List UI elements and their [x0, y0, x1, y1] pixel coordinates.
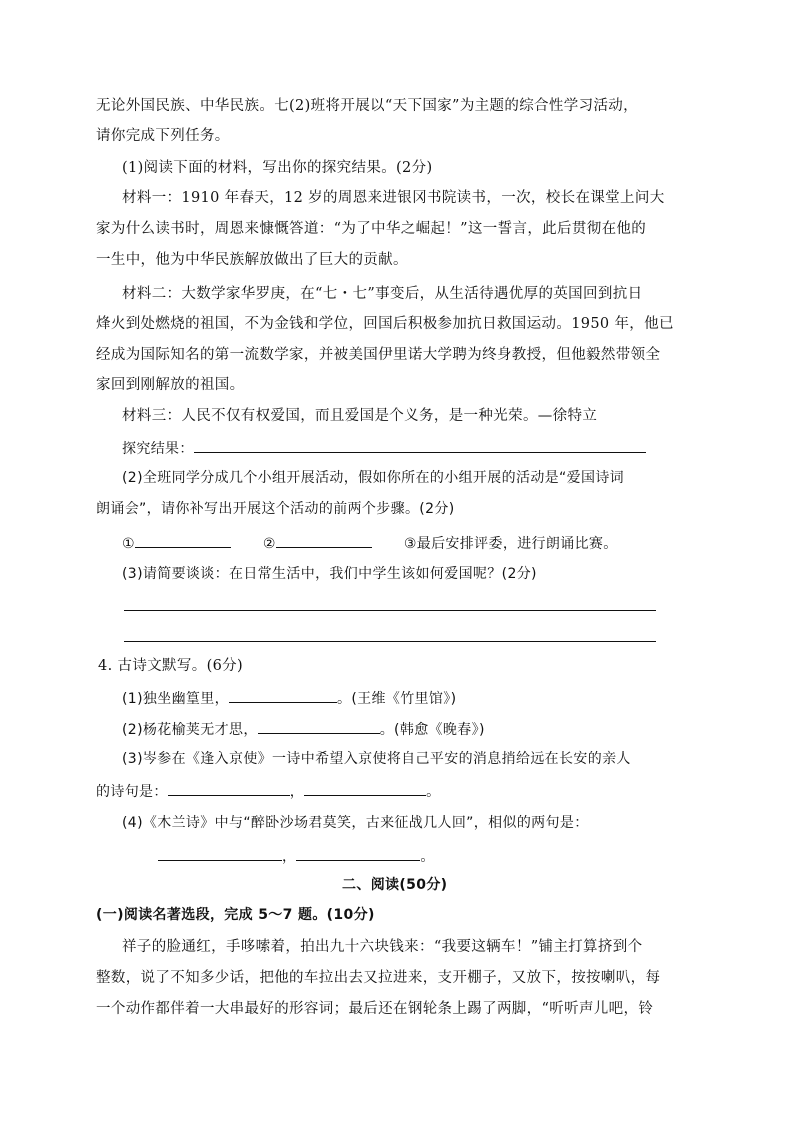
intro-line-1: 无论外国民族、中华民族。七(2)班将开展以“天下国家”为主题的综合性学习活动，	[96, 98, 639, 114]
q4-item3-blank-2[interactable]	[304, 780, 426, 796]
q4-item1	[122, 687, 456, 709]
intro-line-2: 请你完成下列任务。	[96, 128, 230, 144]
task2-line-1: (2)全班同学分成几个小组开展活动，假如你所在的小组开展的活动是“爱国诗词	[122, 470, 625, 486]
task2-line-2: 朗诵会”，请你补写出开展这个活动的前两个步骤。(2分)	[96, 501, 455, 517]
q4-item4-blank-2[interactable]	[296, 845, 420, 861]
material2-line-2: 烽火到处燃烧的祖国，不为金钱和学位，回国后积极参加抗日救国运动。1950 年，他已	[96, 316, 674, 332]
result-answer-blank[interactable]	[194, 437, 646, 453]
q4-item3-comma: ，	[289, 784, 305, 800]
task3-answer-line-1[interactable]	[124, 610, 656, 611]
step2-blank[interactable]	[276, 532, 372, 548]
q4-item3-blank-1[interactable]	[168, 780, 290, 796]
q4-item3-line-2	[96, 780, 440, 802]
step3-text: ③最后安排评委，进行朗诵比赛。	[403, 536, 618, 552]
q4-item3-prefix: 的诗句是：	[96, 784, 168, 800]
material2-line-3: 经成为国际知名的第一流数学家，并被美国伊里诺大学聘为终身教授，但他毅然带领全	[96, 347, 661, 363]
q4-item3-period: 。	[426, 784, 441, 800]
material2-line-1: 材料二：大数学家华罗庚，在“七・七”事变后，从生活待遇优厚的英国回到抗日	[122, 286, 643, 302]
passage-line-3: 一个动作都伴着一大串最好的形容词；最后还在钢轮条上踢了两脚，“听听声儿吧，铃	[96, 1001, 654, 1017]
task3-answer-line-2[interactable]	[124, 641, 656, 642]
material3: 材料三：人民不仅有权爱国，而且爱国是个义务，是一种光荣。—徐特立	[122, 408, 598, 424]
steps-row	[122, 532, 618, 554]
q4-item2	[122, 718, 485, 740]
task3-line-1: (3)请简要谈谈：在日常生活中，我们中学生该如何爱国呢？(2分)	[122, 566, 537, 582]
q4-item4-line-1: (4)《木兰诗》中与“醉卧沙场君莫笑，古来征战几人回”，相似的两句是：	[122, 815, 589, 831]
q4-item1-text: (1)独坐幽篁里，	[122, 691, 229, 707]
step1-blank[interactable]	[135, 532, 231, 548]
material2-line-4: 家回到刚解放的祖国。	[96, 377, 245, 393]
q4-item2-source: 。(韩愈《晚春》)	[379, 722, 485, 738]
passage-line-2: 整数，说了不知多少话，把他的车拉出去又拉进来，支开棚子，又放下，按按喇叭，每	[96, 970, 661, 986]
section2-subheading: (一)阅读名著选段，完成 5～7 题。(10分)	[96, 907, 375, 923]
passage-line-1: 祥子的脸通红，手哆嗦着，拍出九十六块钱来：“我要这辆车！”铺主打算挤到个	[122, 939, 643, 955]
material1-line-1: 材料一：1910 年春天，12 岁的周恩来进银冈书院读书，一次，校长在课堂上问大	[122, 190, 665, 206]
step2-label: ②	[262, 536, 276, 552]
q4-item3-line-1: (3)岑参在《逢入京使》一诗中希望入京使将自己平安的消息捎给远在长安的亲人	[122, 751, 631, 767]
q4-item1-blank[interactable]	[229, 687, 337, 703]
step1-label: ①	[122, 536, 135, 552]
q4-title: 4. 古诗文默写。(6分)	[98, 658, 244, 674]
q4-item4-blank-1[interactable]	[158, 845, 282, 861]
q4-item4-period: 。	[420, 849, 435, 865]
q4-item2-blank[interactable]	[258, 718, 380, 734]
task1-prompt: (1)阅读下面的材料，写出你的探究结果。(2分)	[122, 160, 433, 176]
result-label: 探究结果：	[122, 441, 194, 457]
q4-item4-answer-row	[158, 845, 435, 867]
q4-item2-text: (2)杨花榆荚无才思，	[122, 722, 258, 738]
material1-line-2: 家为什么读书时，周恩来慷慨答道：“为了中华之崛起！”这一誓言，此后贯彻在他的	[96, 221, 647, 237]
section2-heading: 二、阅读(50分)	[342, 877, 448, 893]
result-row	[122, 437, 646, 459]
material1-line-3: 一生中，他为中华民族解放做出了巨大的贡献。	[96, 252, 408, 268]
q4-item4-comma: ，	[282, 849, 297, 865]
q4-item1-source: 。(王维《竹里馆》)	[336, 691, 457, 707]
